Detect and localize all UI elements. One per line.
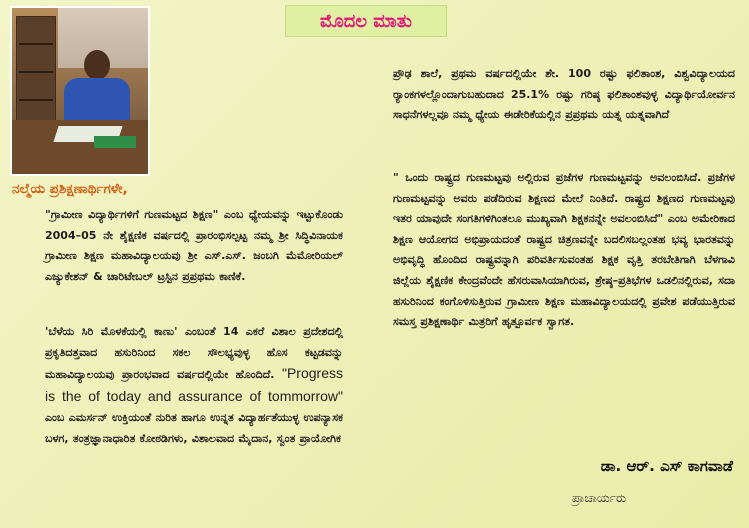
photo-desk-folder xyxy=(94,136,136,148)
principal-photo xyxy=(10,6,150,176)
page-title: ಮೊದಲ ಮಾತು xyxy=(285,5,447,37)
photo-person-head xyxy=(84,50,110,80)
paragraph-1: "ಗ್ರಾಮೀಣ ವಿದ್ಯಾರ್ಥಿಗಳಿಗೆ ಗುಣಮಟ್ಟದ ಶಿಕ್ಷಣ" ಎಂಬ ಧ್ಯೇಯವನ್ನು ಇಟ್ಟುಕೊಂಡು 2004–05 ನೇ ಶೈಕ್ಷಣಿಕ ವರ್ಷದಲ್ಲಿ ಪ್ರಾರಂಭಿಸಲ್ಪಟ್ಟ ನಮ್ಮ ಶ್ರೀ ಸಿದ್ಧಿವಿನಾಯಕ ಗ್ರಾಮೀಣ ಶಿಕ್ಷಣ ಮಹಾವಿದ್ಯಾಲಯವು ಶ್ರೀ ಎಸ್.ಎಸ್. ಜಂಬಗಿ ಮೆಮೋರಿಯಲ್ ಎಜ್ಯುಕೇಶನ್ & ಚಾರಿಟೇಬಲ್ ಟ್ರಸ್ಟಿನ ಪ್ರಪ್ರಥಮ ಕಾಣಿಕೆ. xyxy=(45,208,343,283)
paragraph-4: " ಒಂದು ರಾಷ್ಟ್ರದ ಗುಣಮಟ್ಟವು ಅಲ್ಲಿರುವ ಪ್ರಜೆಗಳ ಗುಣಮಟ್ಟವನ್ನು ಅವಲಂಬಿಸಿದೆ. ಪ್ರಜೆಗಳ ಗುಣಮಟ್ಟವನ್ನು ಅವರು ಪಡೆದಿರುವ ಶಿಕ್ಷಣದ ಮೇಲೆ ನಿಂತಿದೆ. ರಾಷ್ಟ್ರದ ಶಿಕ್ಷಣದ ಗುಣಮಟ್ಟವು ಇತರ ಯಾವುದೇ ಸಂಗತಿಗಳಿಗಿಂತಲೂ ಮುಖ್ಯವಾಗಿ ಶಿಕ್ಷಕನನ್ನೇ ಅವಲಂಬಿಸಿದೆ" ಎಂಬ ಅಮೇರಿಕಾದ ಶಿಕ್ಷಣ ಆಯೋಗದ ಅಭಿಪ್ರಾಯದಂತೆ ರಾಷ್ಟ್ರದ ಚಿತ್ರಣವನ್ನೇ ಬದಲಿಸಬಲ್ಲಂತಹ ಭವ್ಯ ಭಾರತವನ್ನು ಅಭಿವೃದ್ಧಿ ಹೊಂದಿದ ರಾಷ್ಟ್ರವನ್ನಾಗಿ ಪರಿವರ್ತಿಸುವಂತಹ ಶಿಕ್ಷಕ ವೃತ್ತಿ ತರಬೇತಿಗಾಗಿ ಬೆಳಗಾವಿ ಜಿಲ್ಲೆಯ ಶೈಕ್ಷಣಿಕ ಕೇಂದ್ರವೆಂದೇ ಹೆಸರುವಾಸಿಯಾಗಿರುವ, ಶ್ರೇಷ್ಠ–ಪ್ರತಿಭೆಗಳ ಒಡಲಿನಲ್ಲಿರುವ, ಸದಾ ಹಸುರಿನಿಂದ ಕಂಗೊಳಿಸುತ್ತಿರುವ ಗ್ರಾಮೀಣ ಶಿಕ್ಷಣ ಮಹಾವಿದ್ಯಾಲಯದಲ್ಲಿ ಪ್ರವೇಶ ಪಡೆಯುತ್ತಿರುವ ಸಮಸ್ತ ಪ್ರಶಿಕ್ಷಣಾರ್ಥಿ ಮಿತ್ರರಿಗೆ ಹೃತ್ಪೂರ್ವಕ ಸ್ವಾಗತ. xyxy=(393,171,735,329)
paragraph-2-continuation: ಎಂಬ ಎಮರ್ಸನ್ ಉಕ್ತಿಯಂತೆ ನುರಿತ ಹಾಗೂ ಉನ್ನತ ವಿದ್ಯಾರ್ಹತೆಯುಳ್ಳ ಉಪನ್ಯಾಸಕ ಬಳಗ, ತಂತ್ರಜ್ಞಾನಾಧಾರಿತ ಕೋಠಡಿಗಳು, ವಿಶಾಲವಾದ ಮೈದಾನ, ಸ್ವಂತ ಪ್ರಾಯೋಗಿಕ xyxy=(45,411,343,445)
signature-name: ಡಾ. ಆರ್. ಎಸ್ ಕಾಗವಾಡೆ xyxy=(600,457,733,475)
paragraph-2 xyxy=(45,322,343,450)
paragraph-3: ಪ್ರೌಢ ಶಾಲೆ, ಪ್ರಥಮ ವರ್ಷದಲ್ಲಿಯೇ ಶೇ. 100 ರಷ್ಟು ಫಲಿತಾಂಶ, ವಿಶ್ವವಿದ್ಯಾಲಯದ ರ್‍ಯಾಂಕಗಳಲ್ಲೊಂದಾಗುಬಹುದಾದ 25.1% ರಷ್ಟು ಗರಿಷ್ಠ ಫಲಿತಾಂಶವುಳ್ಳ ವಿದ್ಯಾರ್ಥಿಯೋರ್ವನ ಸಾಧನೆಗಳಲ್ಲವೂ ನಮ್ಮ ಧ್ಯೇಯ ಈಡೇರಿಕೆಯಲ್ಲಿನ ಪ್ರಪ್ರಥಮ ಯತ್ನ ಯತ್ನವಾಗಿದೆ xyxy=(393,67,735,122)
photo-person-body xyxy=(64,78,130,126)
emerson-quote: "Progress is the of today and assurance of tommorrow" xyxy=(45,365,343,404)
signature-designation: ಪ್ರಾಚಾರ್ಯರು xyxy=(572,491,627,505)
greeting: ನಲ್ಮೆಯ ಪ್ರಶಿಕ್ಷಣಾರ್ಥಿಗಳೇ, xyxy=(12,181,128,197)
paragraph-2-kannada: 'ಬೆಳೆಯ ಸಿರಿ ಮೊಳಕೆಯಲ್ಲಿ ಕಾಣು' ಎಂಬಂತೆ 14 ಎಕರೆ ವಿಶಾಲ ಪ್ರದೇಶದಲ್ಲಿ ಪ್ರಕೃತಿದತ್ತವಾದ ಹಸುರಿನಿಂದ ಸಕಲ ಸೌಲಭ್ಯವುಳ್ಳ ಹೊಸ ಕಟ್ಟಡವನ್ನು ಮಹಾವಿದ್ಯಾಲಯವು ಪ್ರಾರಂಭವಾದ ವರ್ಷದಲ್ಲಿಯೇ ಹೊಂದಿದೆ. xyxy=(45,325,343,382)
photo-shelf xyxy=(16,16,56,128)
